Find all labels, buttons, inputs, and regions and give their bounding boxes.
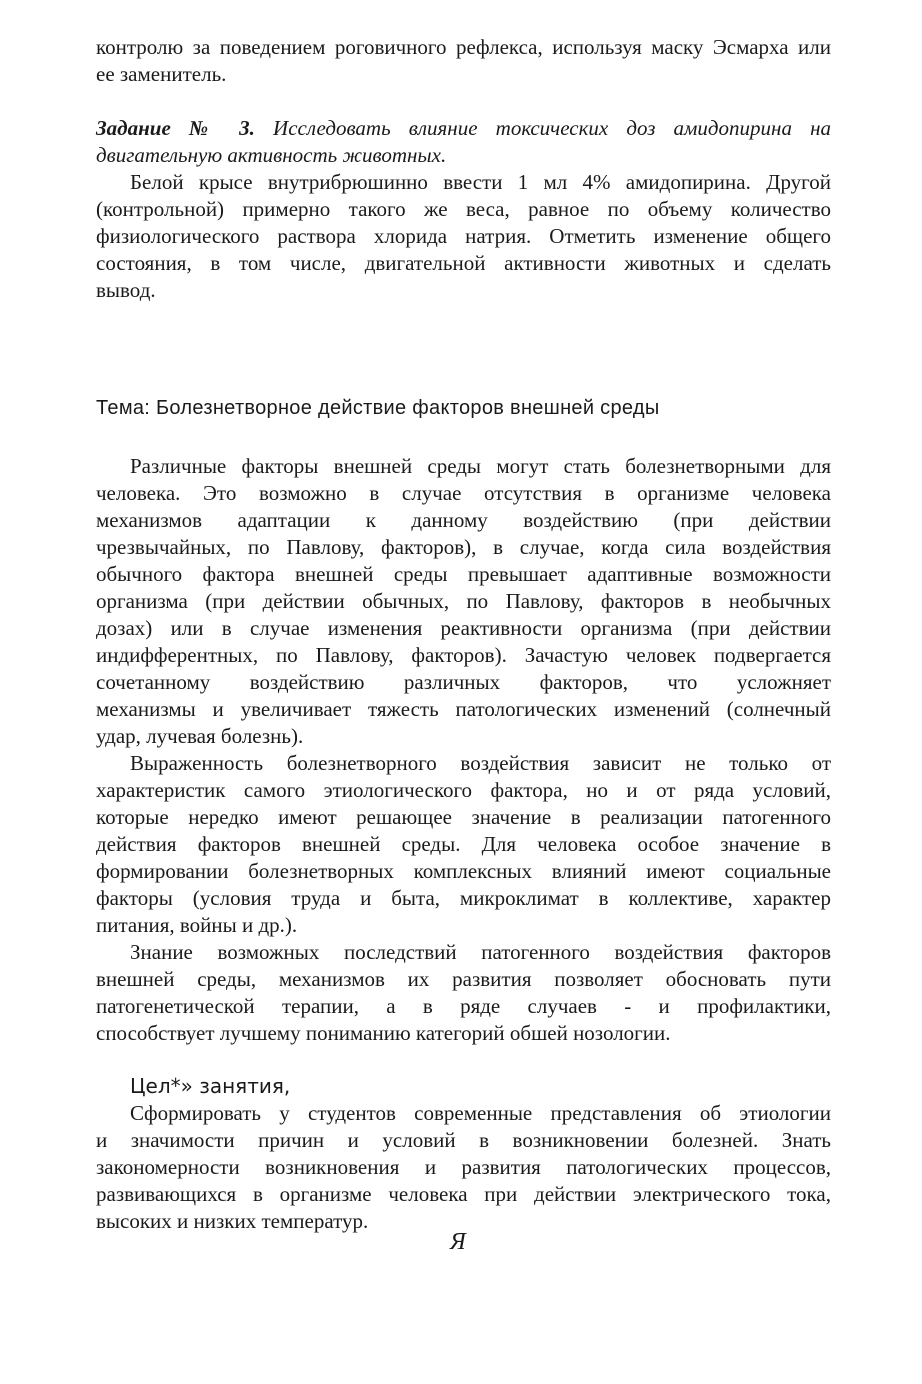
text-line: и значимости причин и условий в возникновении болезней. Знать [96, 1128, 831, 1152]
text-line: способствует лучшему пониманию категорий обшей нозологии. [96, 1021, 671, 1045]
text-line: дозах) или в случае изменения реактивности организма (при действии [96, 616, 831, 640]
text-line: формировании болезнетворных комплексных влияний имеют социальные [96, 859, 831, 883]
text-line: контролю за поведением роговичного рефлекса, используя маску Эсмарха или [96, 35, 831, 59]
text-line: чрезвычайных, по Павлову, факторов), в случае, когда сила воздействия [96, 535, 831, 559]
text-line: закономерности возникновения и развития патологических процессов, [96, 1155, 831, 1179]
task-3-heading [96, 115, 831, 169]
page-number: Я [450, 1229, 466, 1255]
text-line: механизмы и увеличивает тяжесть патологических изменений (солнечный [96, 697, 831, 721]
goal-heading: Цел*» занятия, [130, 1074, 291, 1098]
text-line: Сформировать у студентов современные представления об этиологии [130, 1101, 831, 1125]
task-heading-line: двигательную активность животных. [96, 143, 447, 167]
text-line: питания, войны и др.). [96, 913, 298, 937]
paragraph-2 [96, 750, 831, 939]
text-line: которые нередко имеют решающее значение в реализации патогенного [96, 805, 831, 829]
intro-paragraph [96, 34, 831, 88]
task-heading-line [96, 115, 831, 142]
text-line: механизмов адаптации к данному воздействию (при действии [96, 508, 831, 532]
text-line: сочетанному воздействию различных факторов, что усложняет [96, 670, 831, 694]
text-line: Различные факторы внешней среды могут стать болезнетворными для [130, 454, 831, 478]
text-line: развивающихся в организме человека при действии электрического тока, [96, 1182, 831, 1206]
text-line: вывод. [96, 278, 156, 302]
text-line: патогенетической терапии, а в ряде случаев - и профилактики, [96, 994, 831, 1018]
text-line: Белой крысе внутрибрюшинно ввести 1 мл 4% амидопирина. Другой [130, 170, 831, 194]
text-line: Выраженность болезнетворного воздействия зависит не только от [130, 751, 831, 775]
text-line: физиологического раствора хлорида натрия. Отметить изменение общего [96, 224, 831, 248]
text-line: индифферентных, по Павлову, факторов). Зачастую человек подвергается [96, 643, 831, 667]
text-line: внешней среды, механизмов их развития позволяет обосновать пути [96, 967, 831, 991]
text-line: факторы (условия труда и быта, микроклимат в коллективе, характер [96, 886, 831, 910]
paragraph-3 [96, 939, 831, 1047]
topic-heading: Тема: Болезнетворное действие факторов внешней среды [96, 397, 660, 419]
text-line: ее заменитель. [96, 62, 227, 86]
text-line: действия факторов внешней среды. Для человека особое значение в [96, 832, 831, 856]
text-line: обычного фактора внешней среды превышает адаптивные возможности [96, 562, 831, 586]
goal-paragraph [96, 1100, 831, 1235]
task-3-body [96, 169, 831, 304]
task-label: Задание № 3. [96, 116, 255, 140]
text-line: (контрольной) примерно такого же веса, равное по объему количество [96, 197, 831, 221]
text-line: организма (при действии обычных, по Павлову, факторов в необычных [96, 589, 831, 613]
task-title: Исследовать влияние токсических доз амидопирина на [273, 116, 832, 140]
paragraph-1 [96, 453, 831, 750]
text-line: высоких и низких температур. [96, 1209, 369, 1233]
text-line: удар, лучевая болезнь). [96, 724, 304, 748]
text-line: характеристик самого этиологического фактора, но и от ряда условий, [96, 778, 831, 802]
text-line: человека. Это возможно в случае отсутствия в организме человека [96, 481, 831, 505]
text-line: Знание возможных последствий патогенного воздействия факторов [130, 940, 831, 964]
text-line: состояния, в том числе, двигательной активности животных и сделать [96, 251, 831, 275]
